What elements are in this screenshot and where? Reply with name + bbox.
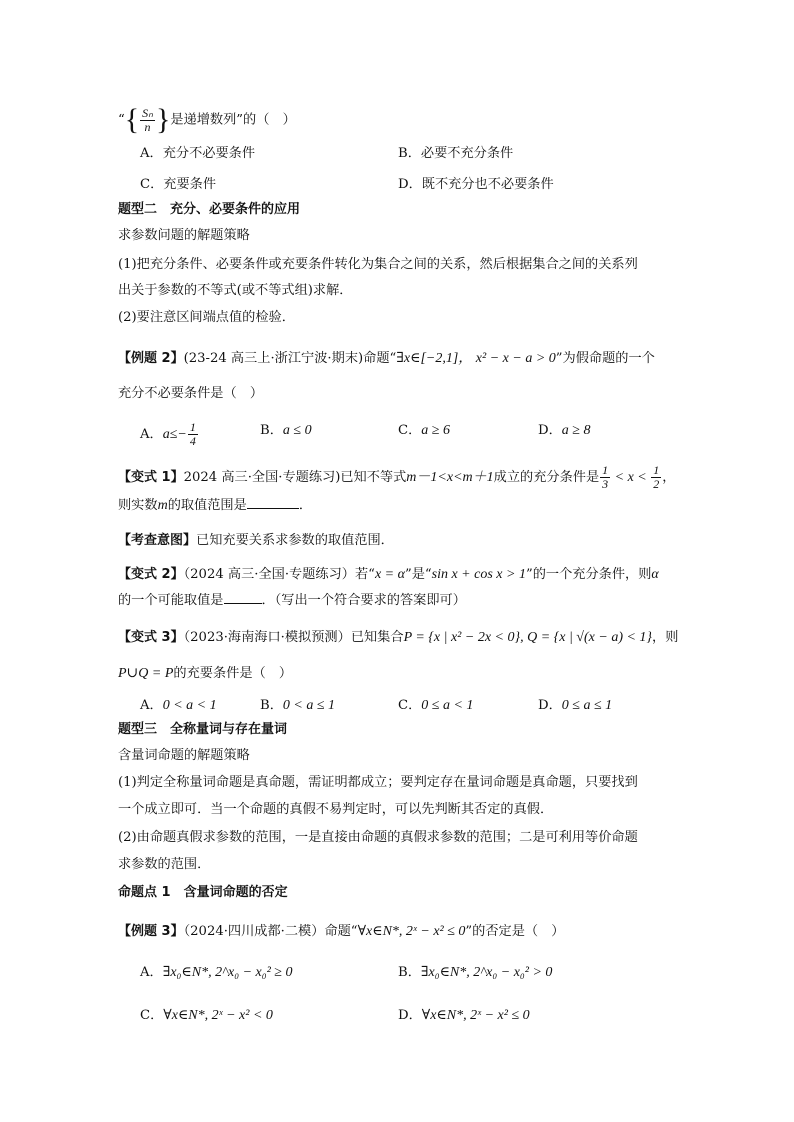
example2-stem: [118, 349, 655, 369]
variant2-stem: [118, 565, 659, 585]
option-key: D．: [398, 1008, 422, 1023]
section2-heading: 题型二 充分、必要条件的应用: [118, 202, 301, 217]
example2-source: (23-24 高三上·浙江宁波·期末): [183, 351, 364, 366]
variant2-tag: 【变式 2】: [118, 567, 184, 582]
option-key: A．: [140, 698, 163, 713]
one-quarter-fraction: [188, 421, 198, 448]
option-text: 0 ≤ a ≤ 1: [561, 698, 613, 713]
answer-blank[interactable]: [224, 591, 262, 604]
option-key: A．: [140, 146, 163, 161]
stem-text: 命题“: [363, 351, 397, 366]
example2-option-c[interactable]: [398, 421, 450, 441]
frac-num: 1: [602, 463, 609, 477]
option-key: B．: [398, 965, 421, 980]
answer-blank[interactable]: [247, 496, 299, 509]
option-text: 充分不必要条件: [162, 146, 256, 161]
math: sin x + cos x > 1: [431, 567, 526, 582]
example3-stem: [118, 922, 564, 942]
stem-text: ，: [662, 470, 676, 485]
variant3-option-a[interactable]: [140, 696, 217, 716]
option-text: ∃x₀∈N*, 2^x₀ − x₀² ≥ 0: [162, 965, 293, 980]
example3-option-d[interactable]: [398, 1006, 530, 1026]
brace-left: {: [124, 103, 140, 136]
variant3-option-d[interactable]: [538, 696, 612, 716]
section2-strategy-title: 求参数问题的解题策略: [118, 228, 250, 243]
stem-text: 的充要条件是（ ）: [173, 666, 293, 681]
proposition-point-1: 命题点 1 含量词命题的否定: [118, 885, 288, 900]
stem-text: ”为假命题的一个: [555, 351, 655, 366]
option-key: C．: [398, 698, 422, 713]
section3-p1b: 一个成立即可．当一个命题的真假不易判定时，可以先判断其否定的真假．: [118, 802, 554, 817]
stem-text: ．: [298, 498, 312, 513]
intent-text: 已知充要关系求参数的取值范围．: [196, 533, 394, 548]
option-key: D．: [398, 177, 422, 192]
option-text: ∀x∈N*, 2ˣ − x² < 0: [163, 1008, 273, 1023]
example3-option-a[interactable]: [140, 963, 293, 983]
prev-question-text: 是递增数列”的（ ）: [170, 112, 296, 128]
variant3-stem: [118, 628, 678, 648]
option-text: 0 < a ≤ 1: [282, 698, 336, 713]
section3-p1a: (1)判定全称量词命题是真命题，需证明都成立；要判定存在量词命题是真命题，只要找到: [118, 775, 638, 790]
stem-text: 2024 高三·全国·专题练习)已知不等式: [183, 470, 407, 485]
stem-text: ，则: [652, 630, 679, 645]
example3-option-b[interactable]: [398, 963, 552, 983]
prev-option-d[interactable]: [398, 175, 554, 195]
example2-option-a[interactable]: [140, 421, 199, 448]
option-key: D．: [538, 423, 562, 438]
option-text: ∀x∈N*, 2ˣ − x² ≤ 0: [421, 1008, 530, 1023]
example2-option-b[interactable]: [260, 421, 312, 441]
variant2-line2: [118, 591, 466, 611]
section3-p2b: 求参数的范围．: [118, 857, 211, 872]
option-key: C．: [140, 177, 164, 192]
intent-tag: 【考查意图】: [118, 533, 197, 548]
stem-text: ”的否定是（ ）: [465, 924, 565, 939]
variant3-option-b[interactable]: [260, 696, 335, 716]
source: （2024 高三·全国·专题练习）: [183, 567, 355, 582]
frac-den: 4: [189, 434, 196, 448]
prev-option-b[interactable]: [398, 144, 513, 164]
sn-over-n-fraction: [140, 107, 155, 134]
example3-tag: 【例题 3】: [118, 924, 184, 939]
frac-den: n: [144, 119, 151, 134]
math: x = α: [374, 567, 405, 582]
stem-text: 成立的充分条件是: [493, 470, 600, 485]
stem-text: 的取值范围是: [167, 498, 247, 513]
variant3-tag: 【变式 3】: [118, 630, 184, 645]
section2-p1a: (1)把充分条件、必要条件或充要条件转化为集合之间的关系，然后根据集合之间的关系列: [118, 257, 638, 272]
frac-num: 1: [189, 420, 196, 434]
option-text: a ≥ 8: [561, 423, 591, 438]
stem-text: ”是“: [404, 567, 432, 582]
option-key: B．: [398, 146, 421, 161]
option-key: D．: [538, 698, 562, 713]
option-key: B．: [260, 423, 283, 438]
variant3-line2: [118, 664, 292, 684]
stem-text: 的一个可能取值是: [118, 593, 224, 608]
frac-num: 1: [653, 463, 660, 477]
example2-line2: 充分不必要条件是（ ）: [118, 386, 264, 401]
brace-right: }: [155, 103, 171, 136]
example2-tag: 【例题 2】: [118, 351, 184, 366]
option-text: a ≥ 6: [421, 423, 450, 438]
intent-line: [118, 531, 394, 551]
example2-math: ∃x∈[−2,1]， x² − x − a > 0: [396, 351, 556, 366]
math: P∪Q = P: [118, 666, 174, 681]
option-text: a ≤ 0: [282, 423, 312, 438]
source: （2024·四川成都·二模）: [183, 924, 325, 939]
example3-option-c[interactable]: [140, 1006, 273, 1026]
prev-option-a[interactable]: [140, 144, 255, 164]
option-text: 必要不充分条件: [420, 146, 514, 161]
stem-text: ”的一个充分条件，则: [525, 567, 652, 582]
example2-option-d[interactable]: [538, 421, 590, 441]
one-half-fraction: [651, 464, 661, 491]
variant1-line2: [118, 496, 312, 516]
option-text: 0 < a < 1: [162, 698, 217, 713]
frac-den: 2: [653, 477, 660, 491]
option-key: C．: [398, 423, 422, 438]
one-third-fraction: [600, 464, 610, 491]
option-text: ∃x₀∈N*, 2^x₀ − x₀² > 0: [420, 965, 553, 980]
stem-text: ．（写出一个符合要求的答案即可）: [261, 593, 466, 608]
stem-text: 若“: [355, 567, 375, 582]
option-text: 既不充分也不必要条件: [421, 177, 554, 192]
option-key: A．: [140, 427, 163, 442]
option-key: B．: [260, 698, 283, 713]
inequality: < x <: [611, 470, 651, 485]
option-key: A．: [140, 965, 163, 980]
option-key: C．: [140, 1008, 164, 1023]
section2-p1b: 出关于参数的不等式(或不等式组)求解．: [118, 283, 353, 298]
section3-heading: 题型三 全称量词与存在量词: [118, 722, 288, 737]
option-text: 0 ≤ a < 1: [421, 698, 474, 713]
prev-question-tail: [118, 103, 296, 136]
option-text: 充要条件: [163, 177, 217, 192]
prev-option-c[interactable]: [140, 175, 216, 195]
quote-mark: “: [118, 112, 125, 128]
frac-den: 3: [602, 477, 609, 491]
section2-p2: (2)要注意区间端点值的检验．: [118, 310, 295, 325]
set-definitions: P = {x | x² − 2x < 0}, Q = {x | √(x − a) < 1}: [403, 630, 653, 645]
variant1-stem: [118, 464, 675, 491]
variant3-option-c[interactable]: [398, 696, 473, 716]
section3-strategy-title: 含量词命题的解题策略: [118, 748, 250, 763]
var-m: m: [157, 498, 168, 513]
variant1-tag: 【变式 1】: [118, 470, 184, 485]
frac-num: Sₙ: [142, 105, 153, 120]
stem-text: 已知集合: [350, 630, 404, 645]
stem-text: 命题“: [324, 924, 358, 939]
math: α: [651, 567, 659, 582]
source: （2023·海南海口·模拟预测）: [183, 630, 351, 645]
section3-p2a: (2)由命题真假求参数的范围，一是直接由命题的真假求参数的范围；二是可利用等价命题: [118, 830, 638, 845]
math: ∀x∈N*, 2ˣ − x² ≤ 0: [357, 924, 466, 939]
option-text: a≤−: [162, 427, 187, 442]
stem-text: 则实数: [118, 498, 158, 513]
inequality: m－1<x<m＋1: [406, 470, 494, 485]
